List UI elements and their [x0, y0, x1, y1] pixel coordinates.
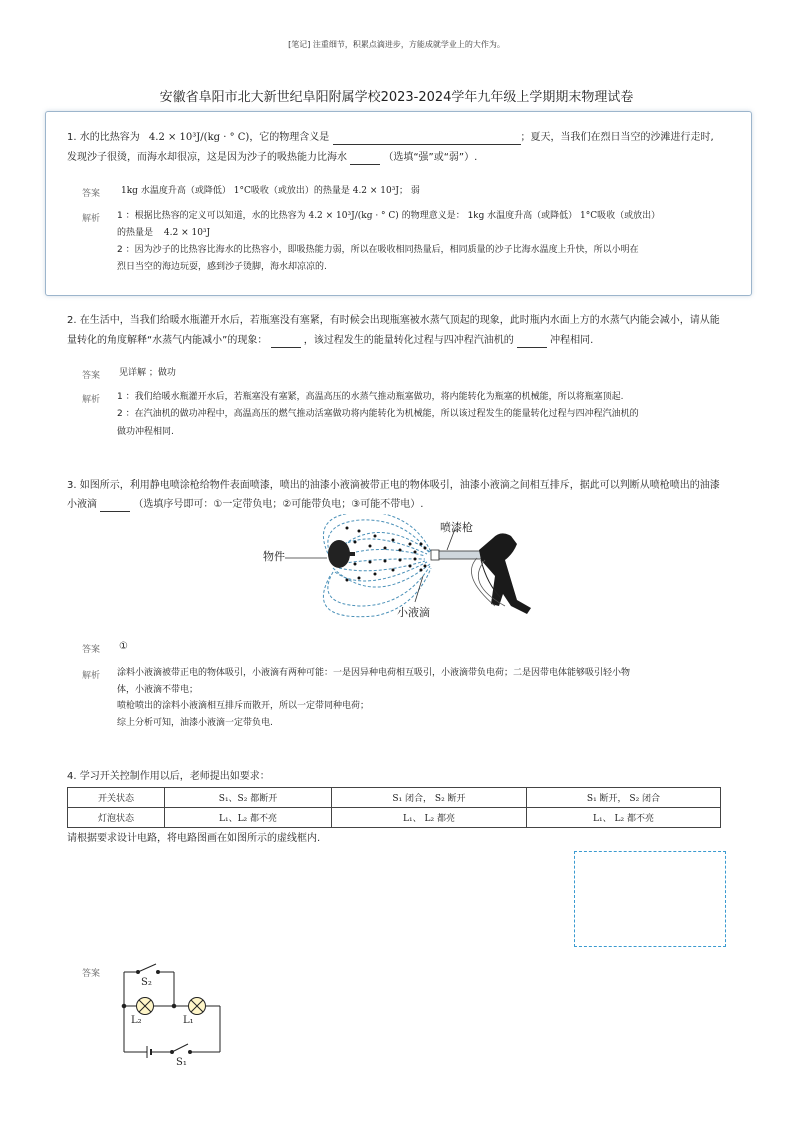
- q1-answer-text: 4.2 × 10³J: [352, 186, 399, 196]
- figure-label-gun: 喷漆枪: [440, 521, 473, 534]
- answer-label: 答案: [82, 189, 101, 199]
- q3-answer: ①: [119, 641, 128, 652]
- analysis-label: 解析: [82, 395, 101, 405]
- q4-stem: 4. 学习开关控制作用以后，老师提出如要求：: [67, 771, 270, 782]
- switch-s1: [172, 1044, 188, 1052]
- object-shape: [328, 540, 350, 568]
- q1-stem-text: 发现沙子很烫，而海水却很凉，这是因为沙子的吸热能力比海水: [67, 152, 347, 163]
- table-cell: 开关状态: [68, 788, 165, 808]
- gun-body: [479, 533, 531, 614]
- q2-stem-text: ，该过程发生的能量转化过程与四冲程汽油机的: [303, 335, 514, 346]
- figure-label-droplet: 小液滴: [397, 606, 430, 619]
- q1-analysis-line3: 烈日当空的海边玩耍，感到沙子烫脚，海水却凉凉的.: [117, 262, 327, 272]
- figure-label-object: 物件: [263, 550, 285, 563]
- q2-analysis-line1: 1 ：我们给暖水瓶灌开水后，若瓶塞没有塞紧，高温高压的水蒸气推动瓶塞做功，将内能转化为瓶塞的机械能，所以将瓶塞顶起.: [117, 392, 624, 402]
- q3-analysis-line3: 喷枪喷出的涂料小液滴相互排斥而散开，所以一定带同种电荷；: [117, 701, 370, 711]
- q1-answer-text: 1kg: [121, 186, 138, 196]
- table-row: [68, 788, 721, 808]
- q3-analysis-line2: 体，小液滴不带电；: [117, 685, 199, 695]
- q1-analysis-text: 1 ：根据比热容的定义可以知道，水的比热容为: [117, 211, 306, 221]
- header-note: [笔记] 注重细节，积累点滴进步，方能成就学业上的大作为。: [288, 40, 505, 49]
- circuit-label-l2: L₂: [131, 1015, 142, 1026]
- answer-dashed-box[interactable]: [574, 851, 726, 947]
- q3-blank-1[interactable]: [100, 501, 130, 512]
- circuit-label-s1: S₁: [176, 1057, 187, 1068]
- answer-label: 答案: [82, 371, 101, 381]
- q1-analysis-text: 的物理意义是：: [401, 211, 465, 221]
- q1-analysis-text: 1kg 水温度升高（或降低）: [467, 211, 578, 221]
- q1-analysis-text: 4.2 × 10³J: [163, 228, 211, 238]
- table-cell: L₁、 L₂ 都亮: [332, 808, 527, 828]
- table-row: [68, 808, 721, 828]
- q1-stem-text: ，它的物理含义是: [249, 132, 330, 143]
- q2-stem-text: 量转化的角度解释“水蒸气内能减小”的现象：: [67, 335, 268, 346]
- q1-stem-text: ；夏天，当我们在烈日当空的沙滩进行走时,: [520, 132, 714, 143]
- q2-stem-text: 冲程相同.: [550, 335, 594, 346]
- q3-stem-line1: 3. 如图所示，利用静电喷涂枪给物件表面喷漆，喷出的油漆小液滴被带正电的物体吸引，油漆小液滴之间相互排斥，据此可以判断从喷枪喷出的油漆: [67, 480, 720, 491]
- q2-stem-line2: [67, 334, 747, 348]
- q1-blank-1[interactable]: [333, 134, 521, 145]
- q2-stem-line1: 2. 在生活中，当我们给暖水瓶灌开水后，若瓶塞没有塞紧，有时候会出现瓶塞被水蒸气顶起的现象，此时瓶内水面上方的水蒸气内能会减小，请从能: [67, 315, 720, 326]
- answer-label: 答案: [82, 969, 101, 979]
- q1-answer: [121, 185, 741, 197]
- q2-answer: 见详解 ；做功: [119, 368, 176, 378]
- q3-stem-text: （选填序号即可：①一定带负电；②可能带负电；③可能不带电）.: [133, 499, 424, 510]
- q1-analysis-line1b: [117, 227, 210, 239]
- table-cell: S₁ 断开， S₂ 闭合: [527, 788, 721, 808]
- answer-label: 答案: [82, 645, 101, 655]
- table-cell: L₁、 L₂ 都不亮: [527, 808, 721, 828]
- q1-analysis-line2: 2 ：因为沙子的比热容比海水的比热容小，即吸热能力弱，所以在吸收相同热量后，相同质量的沙子比海水温度上升快，所以小明在: [117, 245, 639, 255]
- q1-stem-line2: [67, 151, 747, 165]
- q3-analysis-line1: 涂料小液滴被带正电的物体吸引，小液滴有两种可能：一是因异种电荷相互吸引，小液滴带负电荷；二是因带电体能够吸引轻小物: [117, 668, 631, 678]
- q1-analysis-line1: [117, 210, 747, 222]
- table-cell: S₁、S₂ 都断开: [165, 788, 332, 808]
- q1-stem-value: 4.2 × 10³J/(kg · ° C): [148, 132, 250, 143]
- q2-blank-1[interactable]: [271, 337, 301, 348]
- table-cell: S₁ 闭合， S₂ 断开: [332, 788, 527, 808]
- analysis-label: 解析: [82, 671, 101, 681]
- q2-blank-2[interactable]: [517, 337, 547, 348]
- q1-analysis-text: 的热量是: [117, 228, 154, 238]
- q1-stem-text: 1. 水的比热容为: [67, 132, 140, 143]
- circuit-diagram: [110, 960, 235, 1072]
- q3-analysis-line4: 综上分析可知，油漆小液滴一定带负电.: [117, 718, 273, 728]
- circuit-label-l1: L₁: [183, 1015, 194, 1026]
- analysis-label: 解析: [82, 214, 101, 224]
- circuit-label-s2: S₂: [141, 977, 152, 988]
- q1-answer-text: 1°C吸收（或放出）的热量是: [233, 186, 350, 196]
- q3-stem-text: 小液滴: [67, 499, 97, 510]
- q1-stem-text: （选填“强”或“弱”）.: [383, 152, 478, 163]
- page-title: 安徽省阜阳市北大新世纪阜阳附属学校2023-2024学年九年级上学期期末物理试卷: [159, 90, 634, 105]
- q1-stem-line1: [67, 131, 747, 145]
- q1-analysis-text: 1°C吸收（或放出）: [579, 211, 661, 221]
- q1-answer-text: 水温度升高（或降低）: [140, 186, 231, 196]
- q1-analysis-text: 4.2 × 10³J/(kg · ° C): [308, 211, 399, 221]
- q1-blank-2[interactable]: [350, 154, 380, 165]
- q4-instruction: 请根据要求设计电路，将电路图画在如图所示的虚线框内.: [67, 833, 321, 844]
- q1-answer-text: ； 弱: [398, 186, 420, 196]
- switch-table: [67, 787, 721, 828]
- q3-stem-line2: [67, 498, 747, 512]
- table-cell: 灯泡状态: [68, 808, 165, 828]
- q2-analysis-line2: 2 ：在汽油机的做功冲程中，高温高压的燃气推动活塞做功将内能转化为机械能，所以该过程发生的能量转化过程与四冲程汽油机的: [117, 409, 639, 419]
- table-cell: L₁、L₂ 都不亮: [165, 808, 332, 828]
- switch-s2: [138, 964, 156, 972]
- gun-barrel: [439, 551, 481, 559]
- q2-analysis-line3: 做功冲程相同.: [117, 427, 174, 437]
